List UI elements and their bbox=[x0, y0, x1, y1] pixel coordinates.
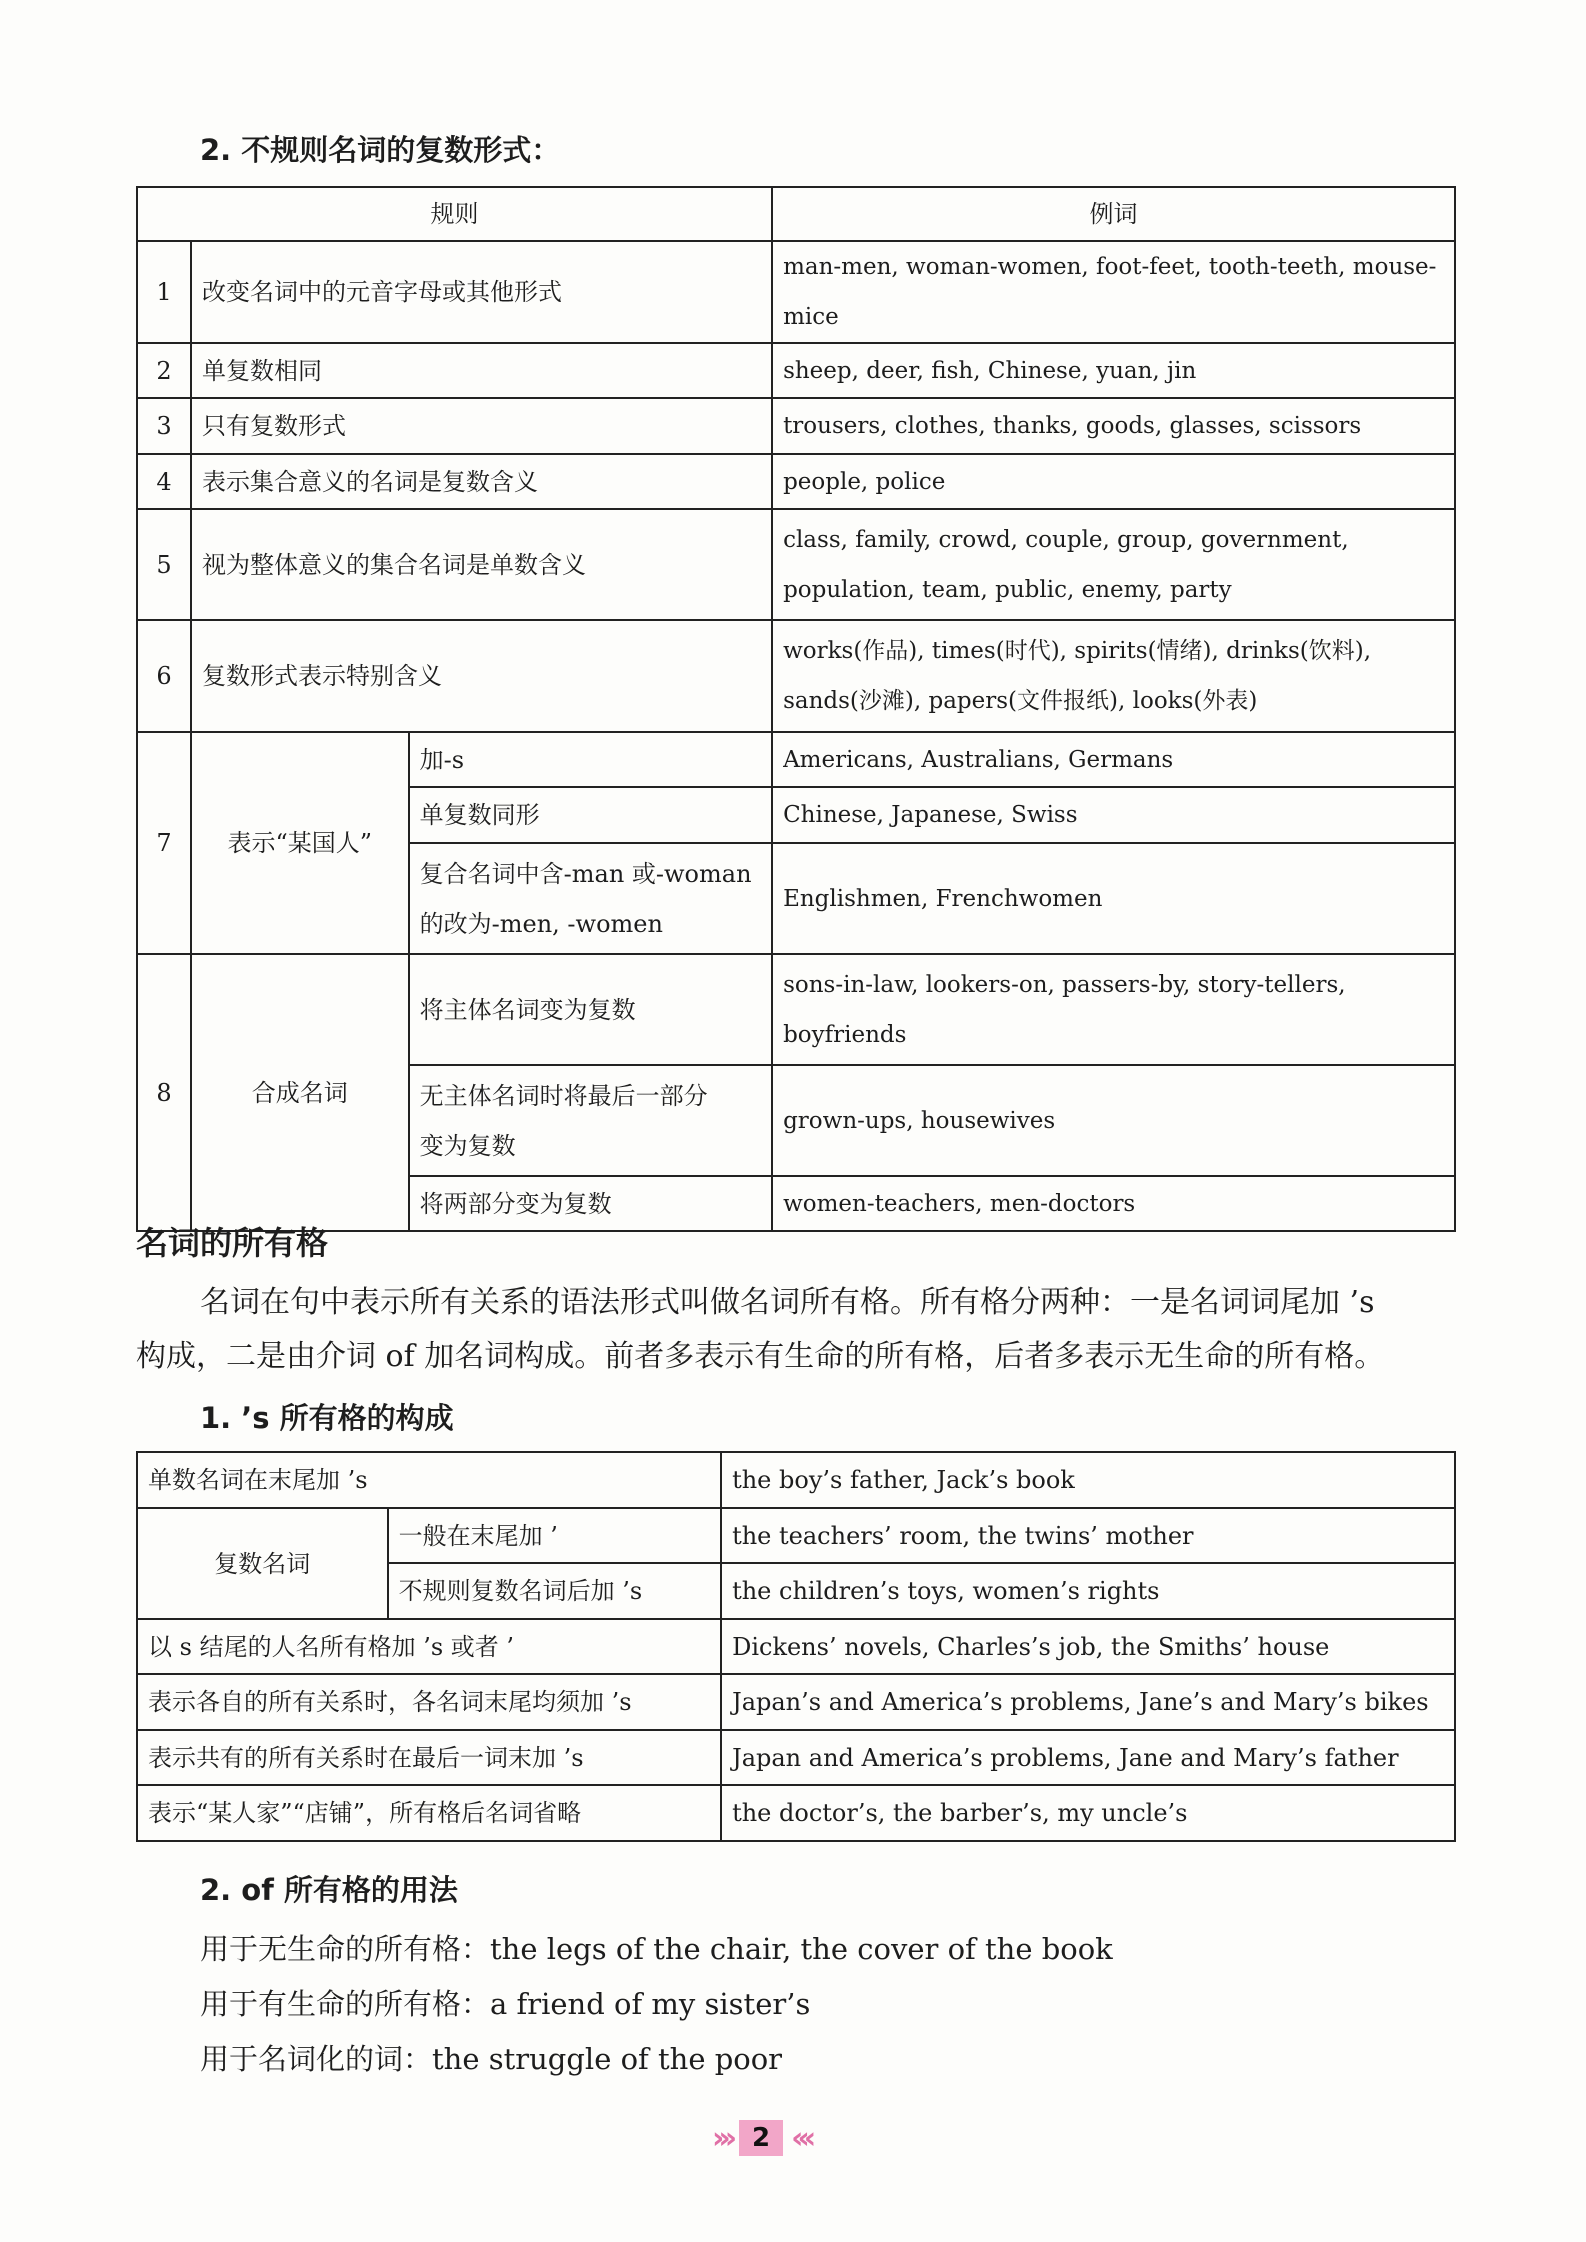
example-cell: the children’s toys, women’s rights bbox=[721, 1563, 1455, 1619]
sub-rule-cell: 加-s bbox=[409, 732, 772, 787]
rule-cell: 单数名词在末尾加 ’s bbox=[137, 1452, 721, 1508]
example-line: works(作品), times(时代), spirits(情绪), drinks(饮料), bbox=[783, 638, 1372, 664]
example-cell: women-teachers, men-doctors bbox=[772, 1176, 1455, 1231]
example-line: class, family, crowd, couple, group, government, bbox=[783, 526, 1349, 553]
subheading-s-possessive: 1. ’s 所有格的构成 bbox=[200, 1401, 454, 1435]
example-cell bbox=[772, 509, 1455, 620]
sub-rule-cell: 将两部分变为复数 bbox=[409, 1176, 772, 1231]
sub-rule-cell: 将主体名词变为复数 bbox=[409, 954, 772, 1065]
table-row bbox=[137, 241, 1455, 343]
group-cell: 复数名词 bbox=[137, 1508, 388, 1619]
table-row bbox=[137, 954, 1455, 1065]
subheading-of-possessive: 2. of 所有格的用法 bbox=[200, 1873, 458, 1907]
table-row bbox=[137, 732, 1455, 787]
sub-rule-cell: 不规则复数名词后加 ’s bbox=[388, 1563, 721, 1619]
paragraph-line: 名词在句中表示所有关系的语法形式叫做名词所有格。所有格分两种：一是名词词尾加 ’s bbox=[200, 1285, 1375, 1320]
row-number: 1 bbox=[137, 241, 191, 343]
irregular-plural-table bbox=[136, 186, 1456, 1232]
sub-rule-cell bbox=[409, 843, 772, 954]
rule-cell: 表示共有的所有关系时在最后一词末加 ’s bbox=[137, 1730, 721, 1785]
example-cell: Americans, Australians, Germans bbox=[772, 732, 1455, 787]
example-cell: sheep, deer, fish, Chinese, yuan, jin bbox=[772, 343, 1455, 398]
sub-rule-cell: 一般在末尾加 ’ bbox=[388, 1508, 721, 1563]
table-row bbox=[137, 454, 1455, 509]
example-cell bbox=[772, 954, 1455, 1065]
paragraph-line: 构成，二是由介词 of 加名词构成。前者多表示有生命的所有格，后者多表示无生命的所有格。 bbox=[136, 1339, 1385, 1374]
rule-cell: 视为整体意义的集合名词是单数含义 bbox=[191, 509, 772, 620]
rule-line: 的改为-men, -women bbox=[419, 909, 663, 938]
example-cell: Englishmen, Frenchwomen bbox=[772, 843, 1455, 954]
example-cell: the teachers’ room, the twins’ mother bbox=[721, 1508, 1455, 1563]
example-cell: people, police bbox=[772, 454, 1455, 509]
example-cell: the doctor’s, the barber’s, my uncle’s bbox=[721, 1785, 1455, 1841]
table-row bbox=[137, 620, 1455, 732]
example-line: boyfriends bbox=[783, 1021, 907, 1048]
section-title-possessive: 名词的所有格 bbox=[136, 1224, 329, 1262]
chevron-left-decoration-icon: ‹‹‹ bbox=[791, 2120, 811, 2156]
table-row bbox=[137, 1785, 1455, 1841]
rule-cell: 表示“某人家”“店铺”，所有格后名词省略 bbox=[137, 1785, 721, 1841]
group-cell: 表示“某国人” bbox=[191, 732, 409, 954]
row-number: 4 bbox=[137, 454, 191, 509]
table-header-row bbox=[137, 187, 1455, 241]
rule-cell: 复数形式表示特别含义 bbox=[191, 620, 772, 732]
example-cell bbox=[772, 620, 1455, 732]
rule-cell: 只有复数形式 bbox=[191, 398, 772, 454]
example-cell: grown-ups, housewives bbox=[772, 1065, 1455, 1176]
row-number: 2 bbox=[137, 343, 191, 398]
page-footer bbox=[712, 2118, 810, 2158]
table-row bbox=[137, 1508, 1455, 1563]
sub-rule-cell bbox=[409, 1065, 772, 1176]
rule-cell: 表示集合意义的名词是复数含义 bbox=[191, 454, 772, 509]
row-number: 5 bbox=[137, 509, 191, 620]
row-number: 6 bbox=[137, 620, 191, 732]
chevron-right-decoration-icon: ››› bbox=[712, 2120, 732, 2156]
row-number: 8 bbox=[137, 954, 191, 1231]
example-cell: Japan’s and America’s problems, Jane’s and Mary’s bikes bbox=[721, 1674, 1455, 1730]
rule-cell: 改变名词中的元音字母或其他形式 bbox=[191, 241, 772, 343]
sub-rule-cell: 单复数同形 bbox=[409, 787, 772, 843]
of-usage-list bbox=[200, 1922, 1113, 2087]
table-row bbox=[137, 398, 1455, 454]
possessive-intro-paragraph bbox=[136, 1276, 1456, 1384]
header-example: 例词 bbox=[772, 187, 1455, 241]
header-rule: 规则 bbox=[137, 187, 772, 241]
group-cell: 合成名词 bbox=[191, 954, 409, 1231]
example-line: sons-in-law, lookers-on, passers-by, story-tellers, bbox=[783, 971, 1346, 998]
table-row bbox=[137, 509, 1455, 620]
example-cell: man-men, woman-women, foot-feet, tooth-teeth, mouse-mice bbox=[772, 241, 1455, 343]
row-number: 3 bbox=[137, 398, 191, 454]
table-row bbox=[137, 1619, 1455, 1674]
example-cell: Japan and America’s problems, Jane and Mary’s father bbox=[721, 1730, 1455, 1785]
example-line: sands(沙滩), papers(文件报纸), looks(外表) bbox=[783, 688, 1258, 714]
example-line: population, team, public, enemy, party bbox=[783, 576, 1232, 603]
possessive-table bbox=[136, 1451, 1456, 1842]
table-row bbox=[137, 1674, 1455, 1730]
list-item: 用于名词化的词：the struggle of the poor bbox=[200, 2042, 783, 2076]
example-cell: trousers, clothes, thanks, goods, glasses, scissors bbox=[772, 398, 1455, 454]
section-heading-irregular-plurals: 2. 不规则名词的复数形式： bbox=[200, 133, 561, 167]
rule-cell: 表示各自的所有关系时，各名词末尾均须加 ’s bbox=[137, 1674, 721, 1730]
example-cell: Chinese, Japanese, Swiss bbox=[772, 787, 1455, 843]
table-row bbox=[137, 343, 1455, 398]
list-item: 用于有生命的所有格：a friend of my sister’s bbox=[200, 1987, 811, 2021]
table-row bbox=[137, 1730, 1455, 1785]
list-item: 用于无生命的所有格：the legs of the chair, the cover of the book bbox=[200, 1932, 1113, 1966]
rule-line: 变为复数 bbox=[419, 1131, 516, 1160]
page-number: 2 bbox=[739, 2120, 783, 2156]
row-number: 7 bbox=[137, 732, 191, 954]
rule-line: 复合名词中含-man 或-woman bbox=[419, 859, 752, 888]
table-row bbox=[137, 1452, 1455, 1508]
example-cell: the boy’s father, Jack’s book bbox=[721, 1452, 1455, 1508]
rule-cell: 单复数相同 bbox=[191, 343, 772, 398]
rule-cell: 以 s 结尾的人名所有格加 ’s 或者 ’ bbox=[137, 1619, 721, 1674]
rule-line: 无主体名词时将最后一部分 bbox=[419, 1081, 708, 1110]
example-cell: Dickens’ novels, Charles’s job, the Smiths’ house bbox=[721, 1619, 1455, 1674]
